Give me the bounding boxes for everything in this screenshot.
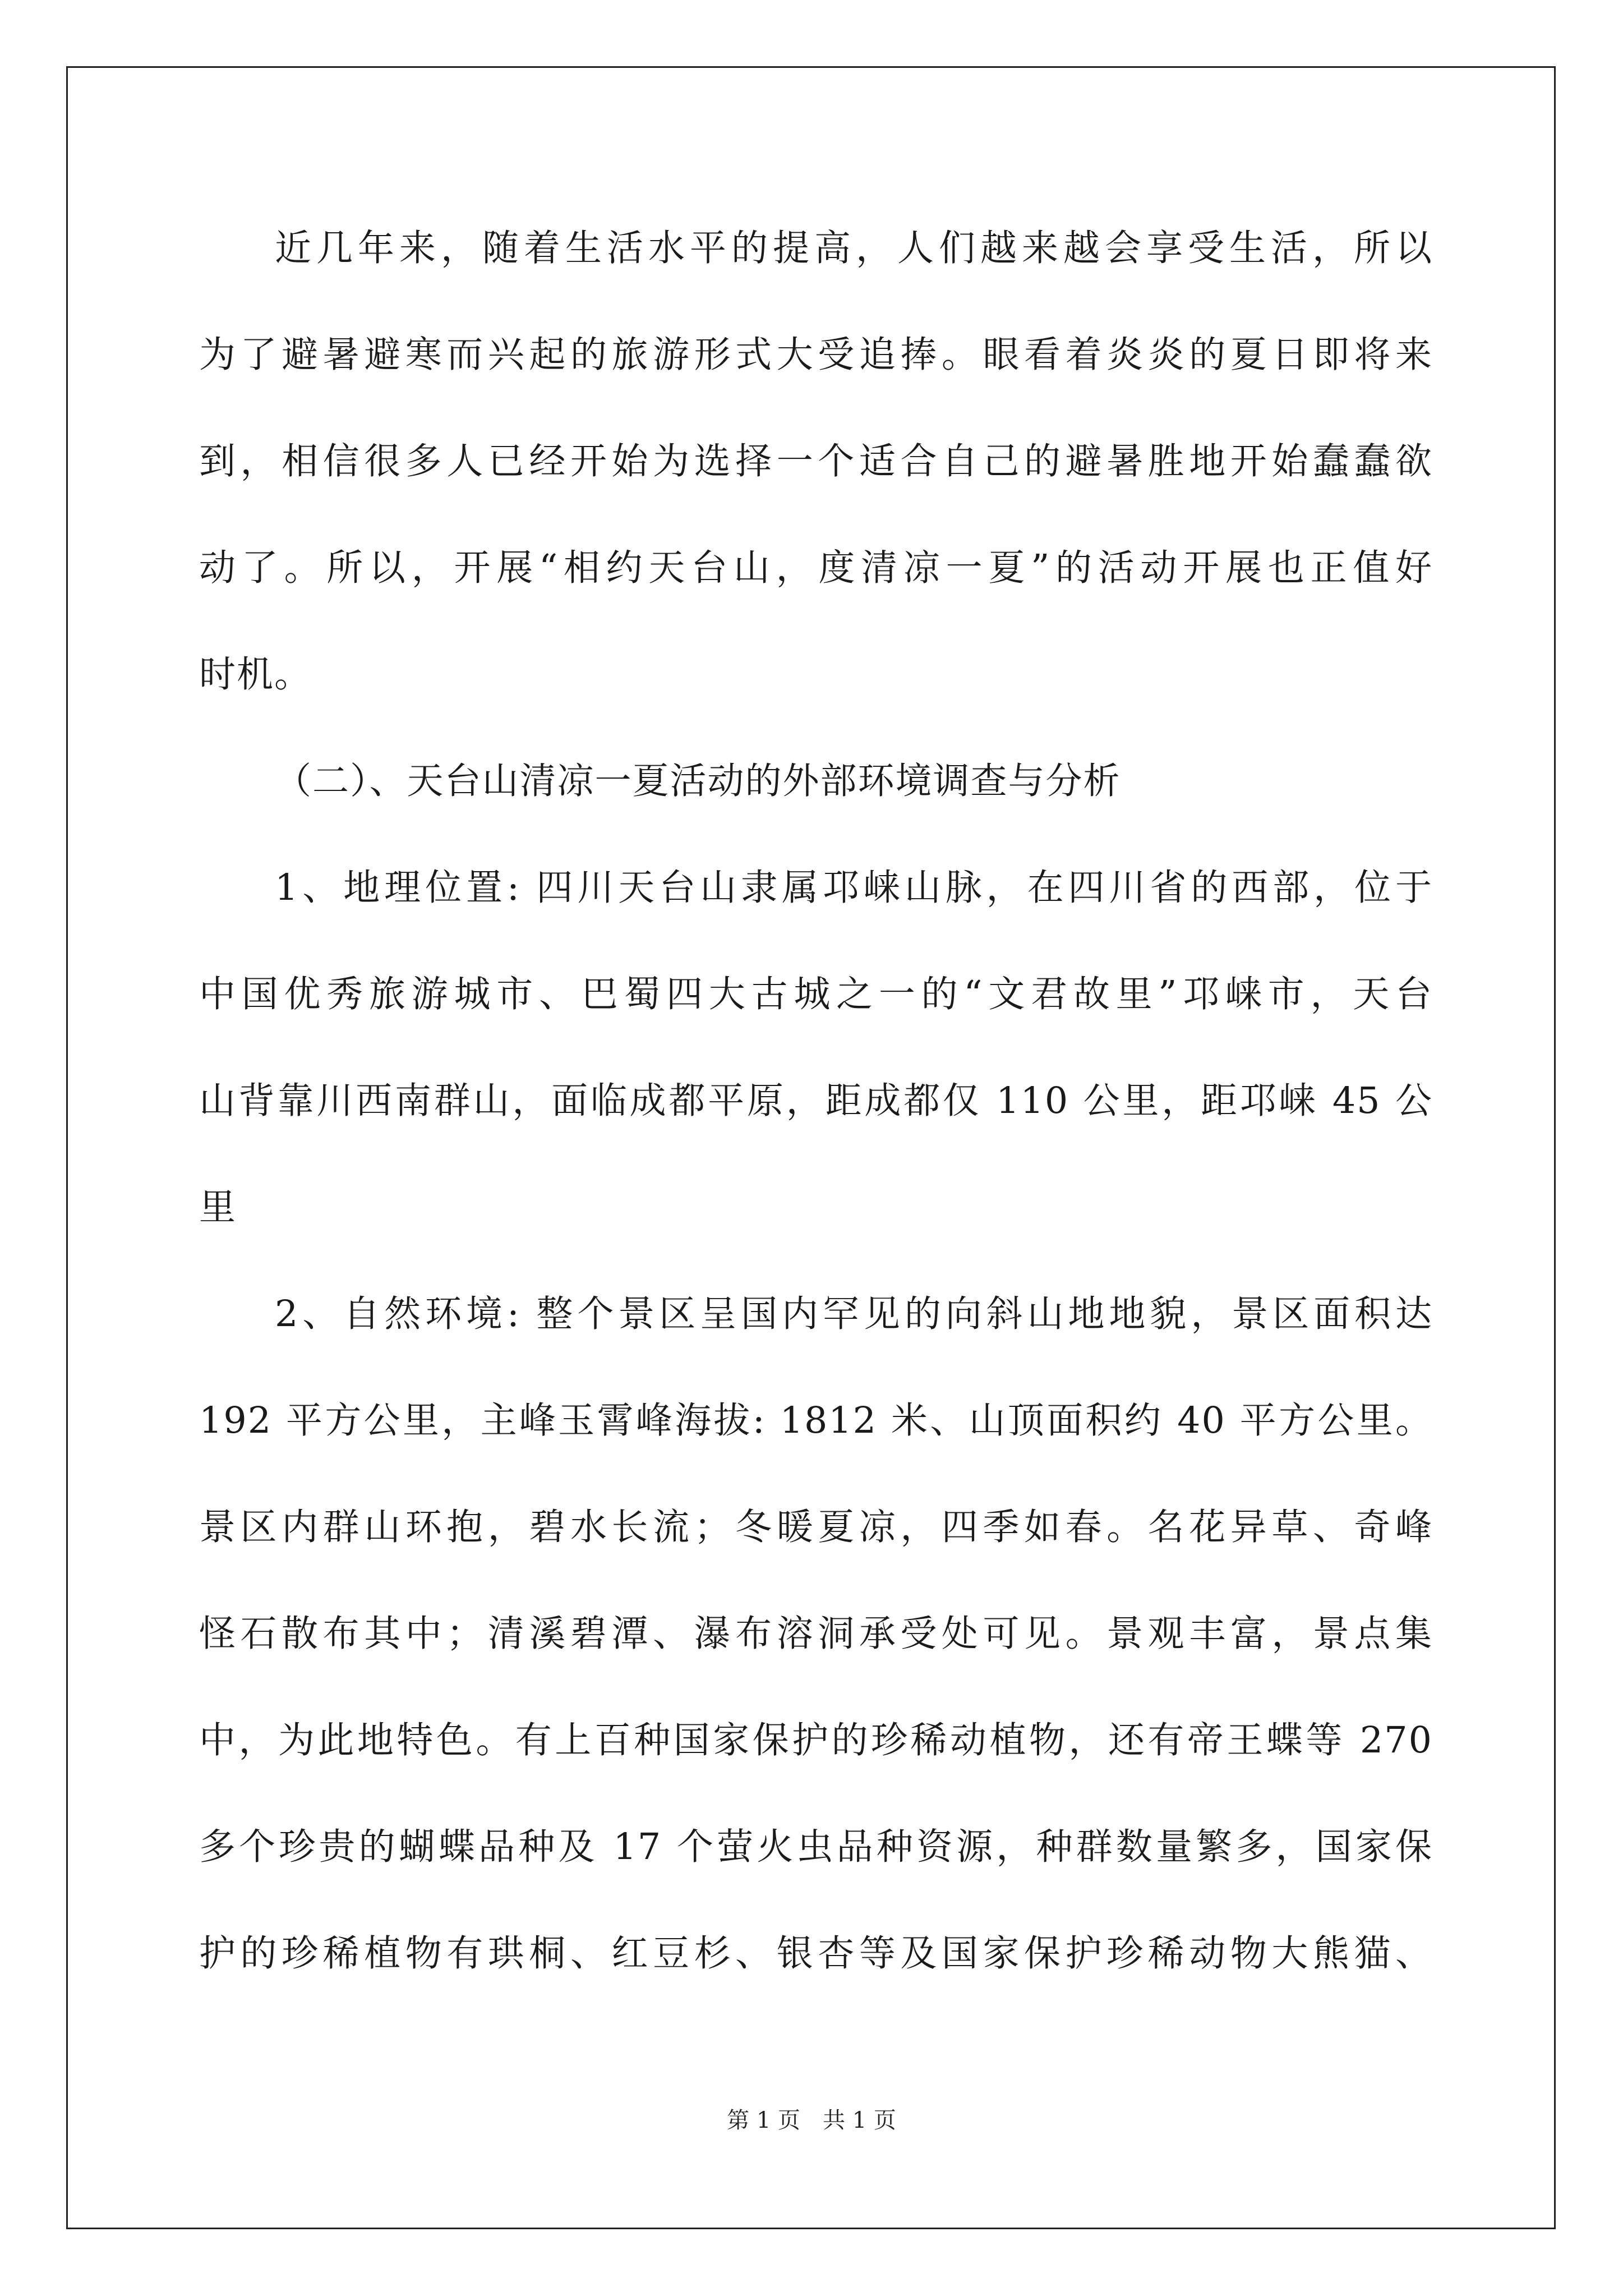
page-footer: 第 1 页 共 1 页: [727, 2108, 896, 2133]
section-heading: （二）、天台山清凉一夏活动的外部环境调查与分析: [275, 760, 1121, 802]
nature-line-2: 192 平方公里，主峰玉霄峰海拔: 1812 米、山顶面积约 40 平方公里。: [199, 1400, 1433, 1442]
paragraph-1-line-4: 动了。所以，开展“相约天台山，度清凉一夏”的活动开展也正值好: [199, 547, 1433, 589]
nature-line-3: 景区内群山环抱，碧水长流；冬暖夏凉，四季如春。名花异草、奇峰: [199, 1506, 1433, 1548]
nature-line-5: 中，为此地特色。有上百种国家保护的珍稀动植物，还有帝王蝶等 270: [199, 1719, 1433, 1761]
nature-line-6: 多个珍贵的蝴蝶品种及 17 个萤火虫品种资源，种群数量繁多，国家保: [199, 1826, 1433, 1868]
geography-line-2: 中国优秀旅游城市、巴蜀四大古城之一的“文君故里”邛崃市，天台: [199, 973, 1433, 1015]
nature-line-1: 2、自然环境: 整个景区呈国内罕见的向斜山地地貌，景区面积达: [275, 1293, 1433, 1335]
geography-line-1: 1、地理位置: 四川天台山隶属邛崃山脉，在四川省的西部，位于: [275, 867, 1433, 909]
paragraph-1-line-2: 为了避暑避寒而兴起的旅游形式大受追捧。眼看着炎炎的夏日即将来: [199, 334, 1433, 376]
nature-line-7: 护的珍稀植物有珙桐、红豆杉、银杏等及国家保护珍稀动物大熊猫、: [199, 1932, 1433, 1975]
paragraph-1-line-5: 时机。: [199, 654, 312, 696]
paragraph-1-line-1: 近几年来，随着生活水平的提高，人们越来越会享受生活，所以: [275, 227, 1433, 269]
geography-line-3: 山背靠川西南群山，面临成都平原，距成都仅 110 公里，距邛崃 45 公: [199, 1080, 1433, 1122]
paragraph-1-line-3: 到，相信很多人已经开始为选择一个适合自己的避暑胜地开始蠢蠢欲: [199, 440, 1433, 482]
page-border: [66, 66, 1556, 2229]
geography-line-4: 里: [199, 1186, 237, 1228]
nature-line-4: 怪石散布其中；清溪碧潭、瀑布溶洞承受处可见。景观丰富，景点集: [199, 1613, 1433, 1655]
